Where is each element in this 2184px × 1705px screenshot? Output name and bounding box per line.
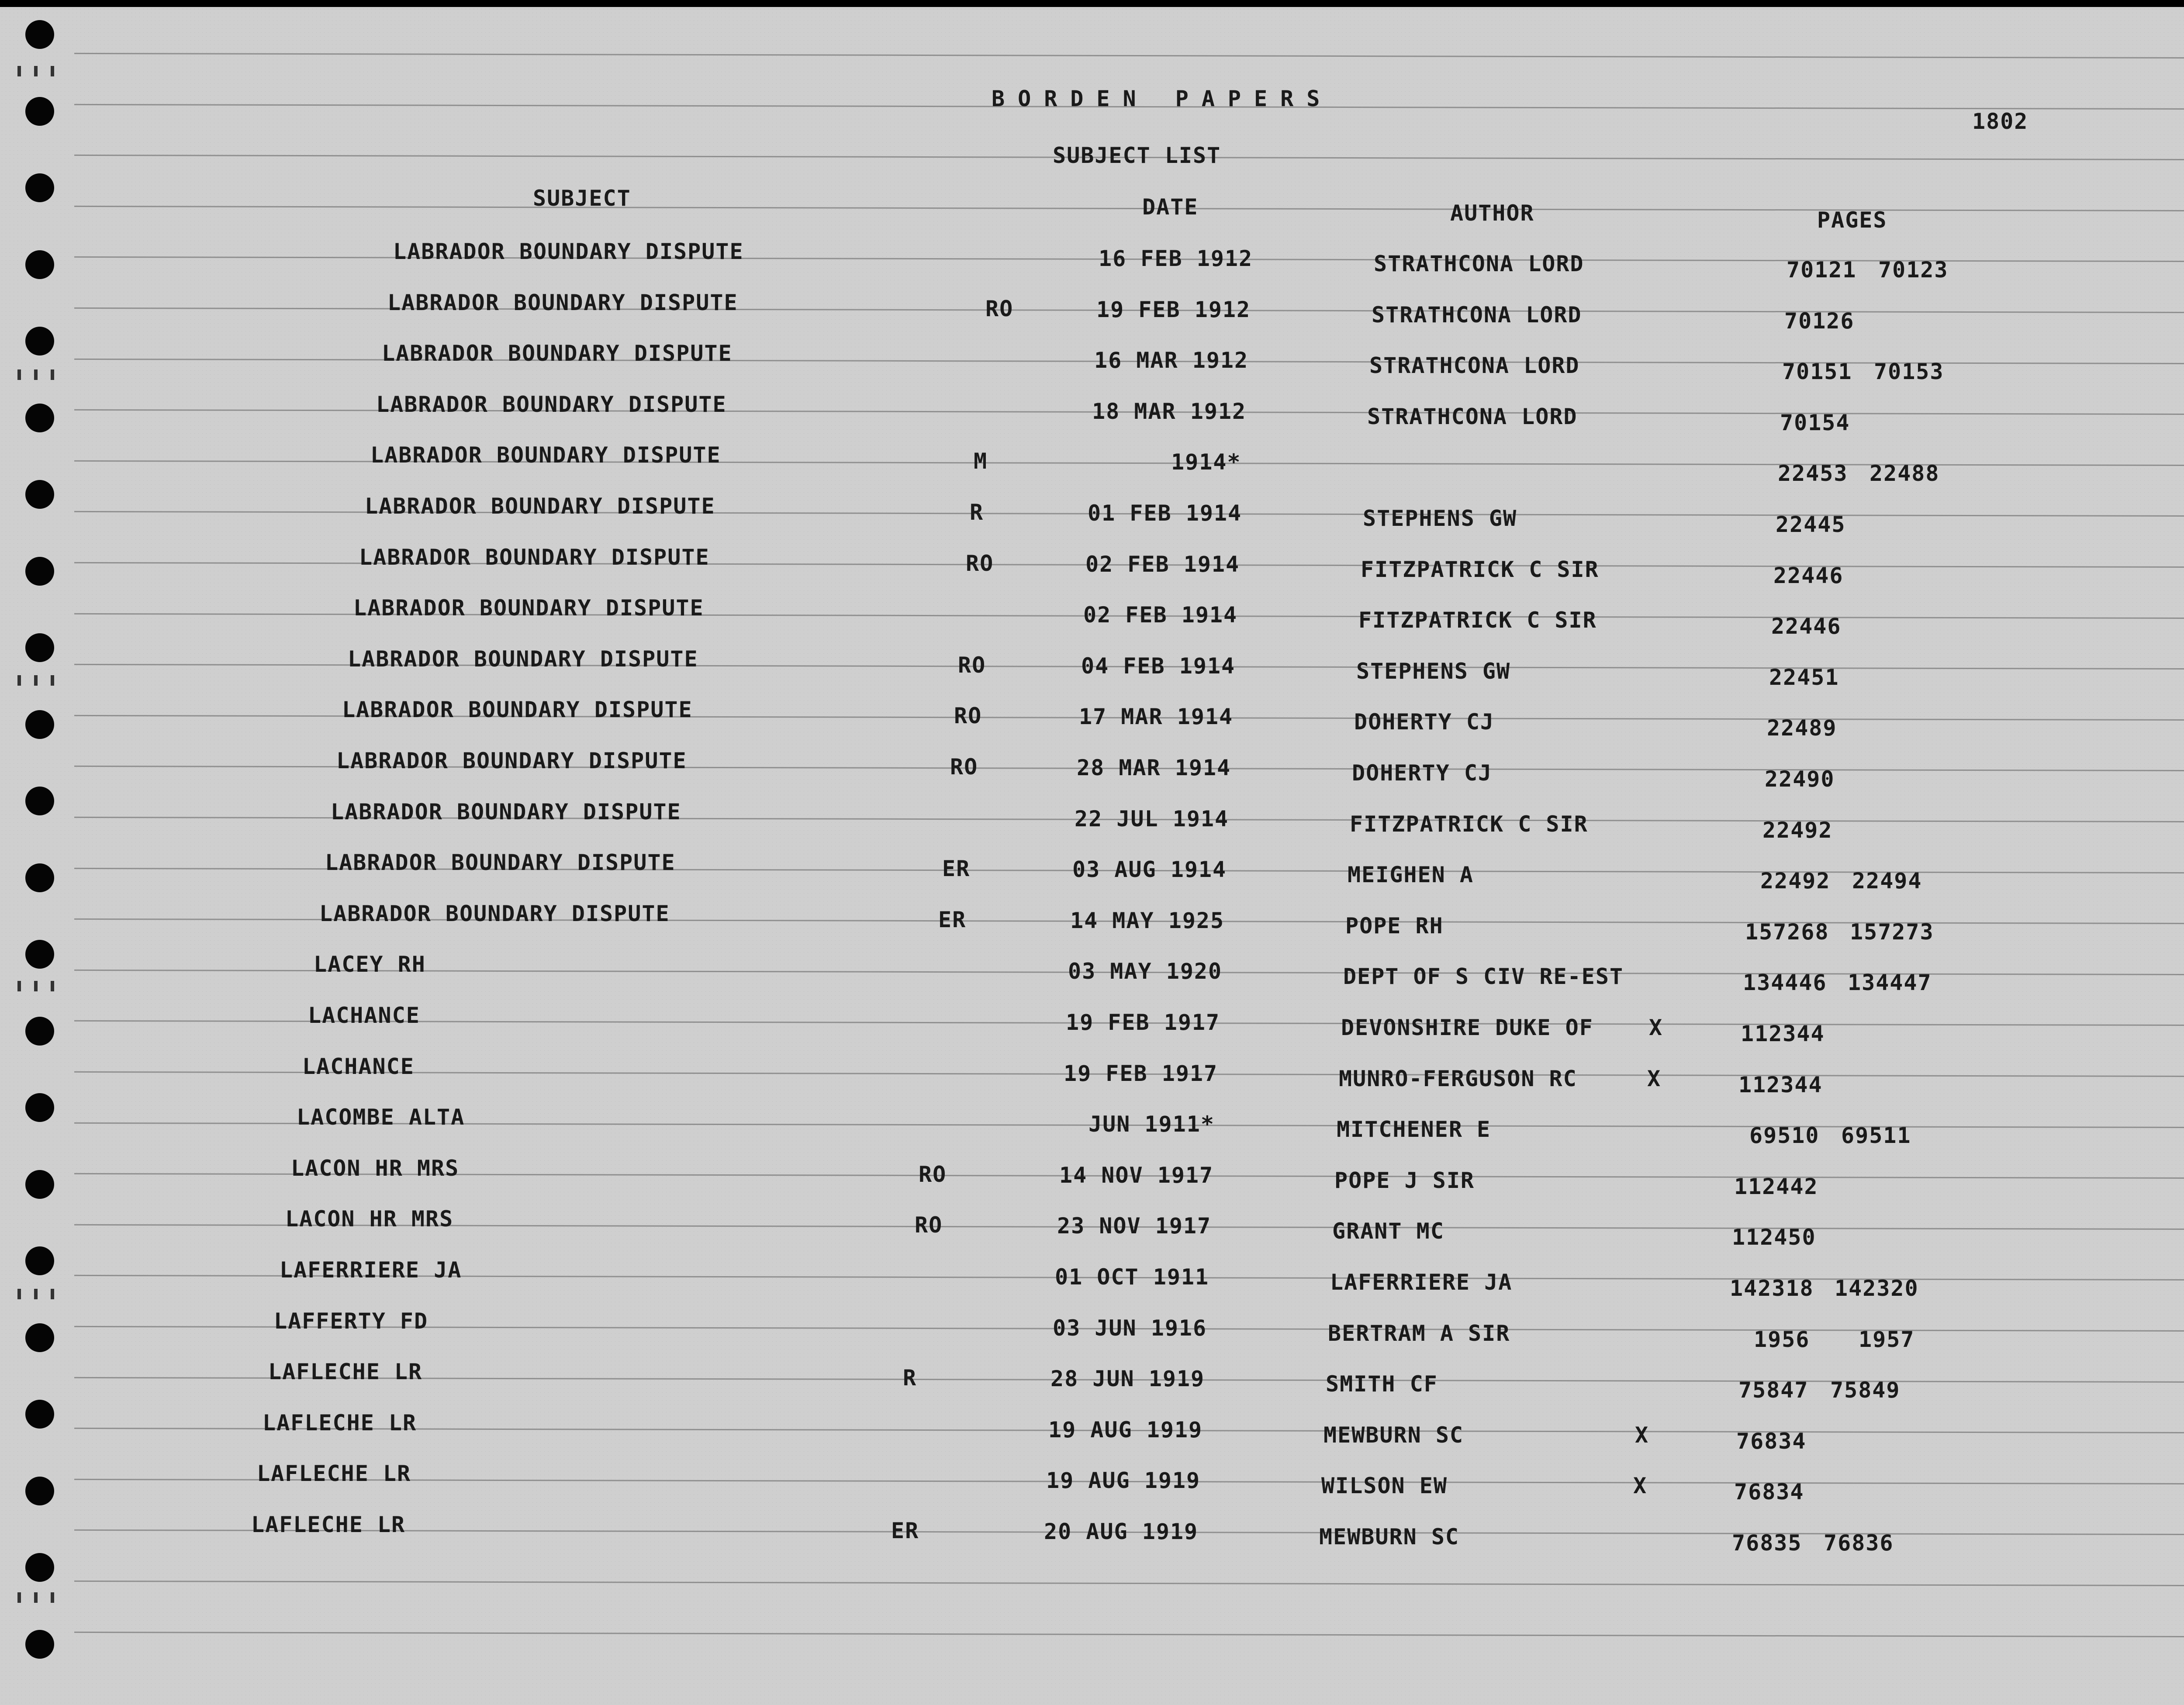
perforation-mark [17,675,21,686]
row-subject: LAFLECHE LR [268,1359,423,1384]
perforation-mark [34,66,38,76]
row-author: POPE J SIR [1334,1168,1475,1193]
row-subject: LABRADOR BOUNDARY DISPUTE [365,494,715,519]
row-subject: LABRADOR BOUNDARY DISPUTE [370,442,721,468]
row-subject: LABRADOR BOUNDARY DISPUTE [359,545,710,570]
row-code: ER [938,907,967,932]
row-p1: 112344 [1738,1072,1823,1098]
row-subject: LABRADOR BOUNDARY DISPUTE [353,595,704,621]
row-author: MEWBURN SC [1319,1524,1460,1550]
row-code: ER [891,1518,919,1543]
feed-hole [25,404,54,432]
row-author: STRATHCONA LORD [1374,251,1584,276]
row-p2: 75849 [1830,1377,1901,1403]
row-subject: LABRADOR BOUNDARY DISPUTE [319,901,670,926]
feed-hole [25,1170,54,1199]
row-p1: 22453 [1778,461,1848,486]
feed-hole [25,1323,54,1352]
row-date: 14 NOV 1917 [1059,1163,1214,1188]
row-p2: 76836 [1824,1530,1894,1556]
row-author: DEVONSHIRE DUKE OF [1341,1015,1593,1040]
row-p1: 70126 [1784,308,1855,334]
row-date: 19 AUG 1919 [1046,1468,1201,1493]
row-date: 01 FEB 1914 [1088,500,1242,526]
perforation-mark [51,981,54,991]
row-subject: LABRADOR BOUNDARY DISPUTE [336,748,687,773]
row-date: 18 MAR 1912 [1092,399,1247,424]
perforation-mark [51,1592,54,1603]
row-author: MITCHENER E [1337,1117,1491,1142]
row-date: 19 AUG 1919 [1048,1417,1203,1443]
ruled-line [74,1581,2184,1586]
row-p1: 112442 [1734,1174,1818,1199]
row-p1: 157268 [1745,919,1829,945]
row-p2: 157273 [1850,919,1934,945]
row-code: RO [966,551,994,576]
row-author: DEPT OF S CIV RE-EST [1343,964,1624,989]
row-date: 16 FEB 1912 [1099,246,1253,271]
row-subject: LACON HR MRS [285,1206,454,1232]
row-p2: 69511 [1841,1123,1911,1148]
row-p2: 70123 [1878,257,1949,283]
printout-sheet [0,7,2184,1705]
feed-hole [25,173,54,202]
row-subject: LABRADOR BOUNDARY DISPUTE [342,697,693,722]
feed-hole [25,250,54,279]
row-author: GRANT MC [1332,1218,1444,1244]
row-x: X [1633,1473,1648,1498]
feed-hole [25,20,54,49]
row-author: STEPHENS GW [1363,506,1517,531]
row-subject: LABRADOR BOUNDARY DISPUTE [387,290,738,315]
row-date: 28 JUN 1919 [1051,1366,1205,1391]
row-p1: 22492 [1762,818,1833,843]
row-subject: LABRADOR BOUNDARY DISPUTE [331,799,681,825]
row-subject: LABRADOR BOUNDARY DISPUTE [348,646,698,672]
feed-hole [25,1553,54,1582]
page-number: 1802 [1972,109,2028,134]
row-author: STEPHENS GW [1356,659,1511,684]
row-author: DOHERTY CJ [1352,760,1493,786]
feed-hole [25,1017,54,1046]
row-subject: LACHANCE [308,1003,420,1028]
row-subject: LABRADOR BOUNDARY DISPUTE [325,850,676,875]
row-code: R [970,500,984,525]
row-date: 04 FEB 1914 [1081,653,1236,679]
row-subject: LACON HR MRS [291,1156,460,1181]
feed-hole [25,1630,54,1659]
row-date: 22 JUL 1914 [1075,806,1229,832]
row-x: X [1647,1066,1662,1091]
row-date: 1914* [1171,449,1241,475]
ruled-line [74,1632,2184,1637]
row-date: 20 AUG 1919 [1044,1519,1199,1544]
feed-hole [25,480,54,509]
perforation-mark [51,675,54,686]
perforation-mark [51,369,54,380]
row-p1: 70121 [1787,257,1857,283]
row-p1: 22445 [1776,512,1846,537]
row-author: STRATHCONA LORD [1367,404,1578,429]
row-p1: 69510 [1749,1123,1820,1148]
perforation-mark [17,66,21,76]
row-date: 19 FEB 1912 [1096,297,1251,322]
row-p2: 1957 [1859,1327,1915,1352]
row-date: 23 NOV 1917 [1057,1213,1212,1239]
row-p1: 22489 [1767,715,1837,741]
row-author: FITZPATRICK C SIR [1350,811,1588,837]
row-subject: LAFERRIERE JA [280,1257,462,1283]
feed-hole [25,557,54,586]
perforation-mark [51,1289,54,1299]
row-p1: 22446 [1773,563,1844,588]
row-p1: 22492 [1760,868,1831,894]
row-p2: 22494 [1852,868,1922,894]
perforation-mark [51,66,54,76]
row-date: 14 MAY 1925 [1070,908,1225,933]
feed-hole [25,327,54,355]
column-header-pages: PAGES [1817,207,1887,233]
row-date: 19 FEB 1917 [1066,1010,1220,1035]
row-code: ER [942,856,971,881]
row-code: RO [954,703,982,728]
column-header-author: AUTHOR [1450,200,1534,226]
row-p2: 22488 [1870,461,1940,486]
row-date: 16 MAR 1912 [1094,348,1249,373]
row-subject: LAFLECHE LR [263,1410,417,1436]
row-date: 02 FEB 1914 [1083,602,1238,628]
list-title: SUBJECT LIST [1053,143,1221,168]
row-subject: LABRADOR BOUNDARY DISPUTE [382,341,733,366]
row-p1: 76835 [1732,1530,1802,1556]
row-subject: LAFLECHE LR [251,1512,406,1537]
feed-hole [25,863,54,892]
row-date: 02 FEB 1914 [1085,552,1240,577]
feed-hole [25,1246,54,1275]
row-code: RO [985,296,1014,321]
row-p1: 112450 [1732,1225,1816,1250]
perforation-mark [17,981,21,991]
row-author: WILSON EW [1321,1473,1448,1498]
document-title: BORDEN PAPERS [992,86,1333,111]
row-date: JUN 1911* [1089,1111,1215,1137]
row-date: 03 JUN 1916 [1053,1315,1207,1341]
column-header-subject: SUBJECT [533,186,631,211]
row-author: FITZPATRICK C SIR [1361,557,1599,582]
perforation-mark [17,369,21,380]
row-subject: LAFFERTY FD [274,1308,429,1334]
row-author: BERTRAM A SIR [1328,1321,1510,1346]
row-p2: 134447 [1848,970,1932,995]
row-p1: 70154 [1780,410,1850,435]
feed-hole [25,710,54,739]
row-code: RO [915,1212,943,1238]
row-author: MEIGHEN A [1348,862,1474,887]
row-p1: 70151 [1782,359,1852,384]
row-code: RO [950,754,978,780]
row-p1: 76834 [1734,1479,1804,1505]
perforation-mark [17,1289,21,1299]
feed-hole [25,97,54,126]
row-p1: 22451 [1769,665,1839,690]
row-author: STRATHCONA LORD [1369,353,1580,378]
row-p1: 142318 [1730,1276,1814,1301]
row-subject: LACEY RH [314,952,426,977]
row-p2: 142320 [1835,1276,1919,1301]
row-author: LAFERRIERE JA [1330,1270,1513,1295]
row-p1: 1956 [1754,1327,1810,1352]
row-author: SMITH CF [1326,1371,1438,1397]
perforation-mark [34,369,38,380]
row-p1: 112344 [1741,1021,1825,1046]
row-date: 19 FEB 1917 [1064,1061,1218,1086]
perforation-mark [34,981,38,991]
perforation-mark [34,1592,38,1603]
row-date: 03 AUG 1914 [1072,857,1227,882]
row-subject: LACHANCE [302,1054,415,1079]
row-p1: 76834 [1736,1429,1807,1454]
row-author: FITZPATRICK C SIR [1358,607,1597,633]
perforation-mark [17,1592,21,1603]
perforation-mark [34,675,38,686]
row-subject: LAFLECHE LR [257,1461,411,1486]
column-header-date: DATE [1142,194,1199,220]
row-x: X [1635,1422,1649,1448]
row-subject: LACOMBE ALTA [297,1104,465,1130]
row-p2: 70153 [1874,359,1944,384]
row-date: 03 MAY 1920 [1068,959,1223,984]
row-p1: 134446 [1743,970,1827,995]
row-author: MEWBURN SC [1324,1422,1464,1448]
feed-hole [25,787,54,815]
ruled-line [74,53,2184,59]
row-author: MUNRO-FERGUSON RC [1339,1066,1577,1091]
feed-hole [25,1477,54,1505]
row-p1: 75847 [1738,1377,1809,1403]
row-code: M [974,449,988,474]
feed-hole [25,633,54,662]
row-p1: 22490 [1765,766,1835,792]
perforation-mark [34,1289,38,1299]
row-author: DOHERTY CJ [1354,709,1495,735]
feed-hole [25,1093,54,1122]
feed-hole [25,940,54,969]
feed-hole [25,1400,54,1429]
row-subject: LABRADOR BOUNDARY DISPUTE [376,392,727,417]
row-code: RO [919,1162,947,1187]
row-code: R [903,1365,917,1391]
row-code: RO [958,652,986,678]
row-date: 17 MAR 1914 [1079,704,1234,729]
row-date: 28 MAR 1914 [1077,755,1231,780]
row-p1: 22446 [1771,614,1842,639]
row-subject: LABRADOR BOUNDARY DISPUTE [393,239,744,264]
row-author: STRATHCONA LORD [1372,302,1582,328]
row-date: 01 OCT 1911 [1055,1264,1209,1290]
row-x: X [1649,1015,1663,1040]
row-author: POPE RH [1345,913,1444,939]
